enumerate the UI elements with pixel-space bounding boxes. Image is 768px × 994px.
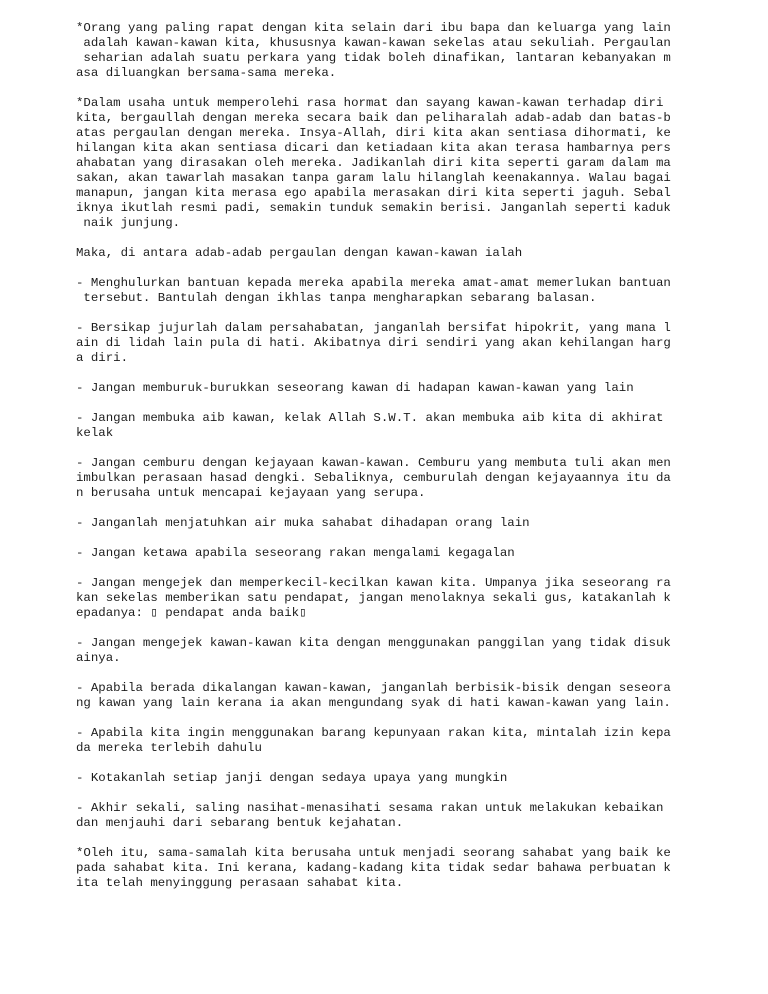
text-line: - Bersikap jujurlah dalam persahabatan, janganlah bersifat hipokrit, yang mana l <box>76 321 671 335</box>
text-line: Maka, di antara adab-adab pergaulan dengan kawan-kawan ialah <box>76 246 523 260</box>
paragraph <box>76 576 736 621</box>
text-line: - Kotakanlah setiap janji dengan sedaya upaya yang mungkin <box>76 771 508 785</box>
paragraph <box>76 516 736 531</box>
text-line: sakan, akan tawarlah masakan tanpa garam lalu hilanglah keenakannya. Walau bagai <box>76 171 671 185</box>
text-line: dan menjauhi dari sebarang bentuk kejahatan. <box>76 816 404 830</box>
paragraph <box>76 636 736 666</box>
text-line: pada sahabat kita. Ini kerana, kadang-kadang kita tidak sedar bahawa perbuatan k <box>76 861 671 875</box>
text-line: asa diluangkan bersama-sama mereka. <box>76 66 337 80</box>
paragraph <box>76 96 736 231</box>
text-line: hilangan kita akan sentiasa dicari dan ketiadaan kita akan terasa hambarnya pers <box>76 141 671 155</box>
paragraph <box>76 801 736 831</box>
paragraph <box>76 381 736 396</box>
text-line: - Jangan mengejek kawan-kawan kita dengan menggunakan panggilan yang tidak disuk <box>76 636 671 650</box>
text-line: atas pergaulan dengan mereka. Insya-Allah, diri kita akan sentiasa dihormati, ke <box>76 126 671 140</box>
paragraph <box>76 276 736 306</box>
paragraph <box>76 246 736 261</box>
text-line: ahabatan yang dirasakan oleh mereka. Jadikanlah diri kita seperti garam dalam ma <box>76 156 671 170</box>
paragraph <box>76 681 736 711</box>
text-line: kelak <box>76 426 114 440</box>
paragraph <box>76 21 736 81</box>
text-line: - Apabila kita ingin menggunakan barang kepunyaan rakan kita, mintalah izin kepa <box>76 726 671 740</box>
text-line: *Dalam usaha untuk memperolehi rasa hormat dan sayang kawan-kawan terhadap diri <box>76 96 664 110</box>
text-line: da mereka terlebih dahulu <box>76 741 262 755</box>
text-line: ainya. <box>76 651 121 665</box>
text-line: ain di lidah lain pula di hati. Akibatnya diri sendiri yang akan kehilangan harg <box>76 336 671 350</box>
paragraph <box>76 411 736 441</box>
text-line: ng kawan yang lain kerana ia akan mengundang syak di hati kawan-kawan yang lain. <box>76 696 671 710</box>
text-line: kita, bergaullah dengan mereka secara baik dan peliharalah adab-adab dan batas-b <box>76 111 671 125</box>
text-line: *Oleh itu, sama-samalah kita berusaha untuk menjadi seorang sahabat yang baik ke <box>76 846 671 860</box>
text-line: imbulkan perasaan hasad dengki. Sebaliknya, cemburulah dengan kejayaannya itu da <box>76 471 671 485</box>
text-line: epadanya: ▯ pendapat anda baik▯ <box>76 606 307 620</box>
text-line: manapun, jangan kita merasa ego apabila merasakan diri kita seperti jaguh. Sebal <box>76 186 671 200</box>
text-line: a diri. <box>76 351 129 365</box>
text-line: ita telah menyinggung perasaan sahabat kita. <box>76 876 404 890</box>
text-line: - Akhir sekali, saling nasihat-menasihati sesama rakan untuk melakukan kebaikan <box>76 801 664 815</box>
text-line: - Jangan memburuk-burukkan seseorang kawan di hadapan kawan-kawan yang lain <box>76 381 634 395</box>
text-line: naik junjung. <box>76 216 181 230</box>
text-line: - Janganlah menjatuhkan air muka sahabat dihadapan orang lain <box>76 516 530 530</box>
paragraph <box>76 771 736 786</box>
text-line: - Menghulurkan bantuan kepada mereka apabila mereka amat-amat memerlukan bantuan <box>76 276 671 290</box>
text-line: *Orang yang paling rapat dengan kita selain dari ibu bapa dan keluarga yang lain <box>76 21 671 35</box>
document-page <box>76 21 736 906</box>
text-line: n berusaha untuk mencapai kejayaan yang serupa. <box>76 486 426 500</box>
text-line: tersebut. Bantulah dengan ikhlas tanpa mengharapkan sebarang balasan. <box>76 291 597 305</box>
text-line: - Apabila berada dikalangan kawan-kawan, janganlah berbisik-bisik dengan seseora <box>76 681 671 695</box>
paragraph <box>76 321 736 366</box>
text-line: kan sekelas memberikan satu pendapat, jangan menolaknya sekali gus, katakanlah k <box>76 591 671 605</box>
paragraph <box>76 846 736 891</box>
text-line: - Jangan mengejek dan memperkecil-kecilkan kawan kita. Umpanya jika seseorang ra <box>76 576 671 590</box>
paragraph <box>76 546 736 561</box>
text-line: adalah kawan-kawan kita, khususnya kawan-kawan sekelas atau sekuliah. Pergaulan <box>76 36 671 50</box>
text-line: - Jangan membuka aib kawan, kelak Allah S.W.T. akan membuka aib kita di akhirat <box>76 411 664 425</box>
text-line: iknya ikutlah resmi padi, semakin tunduk semakin berisi. Janganlah seperti kaduk <box>76 201 671 215</box>
paragraph <box>76 456 736 501</box>
text-line: - Jangan cemburu dengan kejayaan kawan-kawan. Cemburu yang membuta tuli akan men <box>76 456 671 470</box>
text-line: - Jangan ketawa apabila seseorang rakan mengalami kegagalan <box>76 546 515 560</box>
text-line: seharian adalah suatu perkara yang tidak boleh dinafikan, lantaran kebanyakan m <box>76 51 671 65</box>
paragraph <box>76 726 736 756</box>
